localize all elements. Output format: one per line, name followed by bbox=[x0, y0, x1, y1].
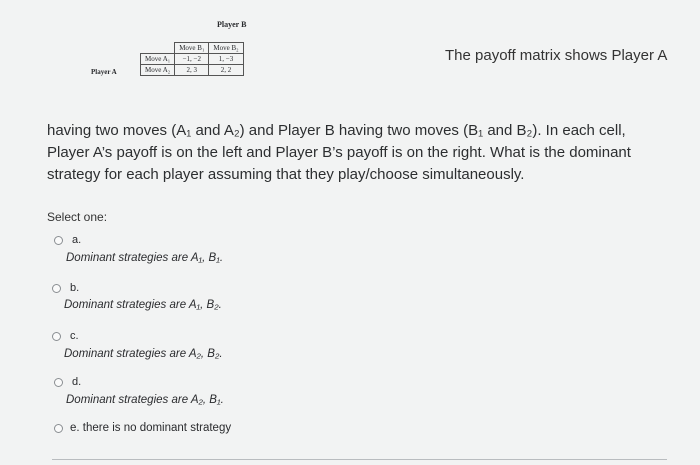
matrix-row-label: Move A₂ bbox=[141, 65, 175, 76]
matrix-col-header: Move B₂ bbox=[209, 43, 243, 54]
question-intro: The payoff matrix shows Player A bbox=[445, 47, 668, 64]
matrix-player-a-label: Player A bbox=[91, 68, 117, 76]
divider bbox=[52, 459, 667, 460]
option-text: Dominant strategies are A₂, B₁. bbox=[66, 394, 224, 406]
matrix-title: Player B bbox=[217, 20, 247, 29]
radio-button-b[interactable] bbox=[52, 284, 61, 293]
matrix-cell: −1, −2 bbox=[175, 54, 209, 65]
radio-button-c[interactable] bbox=[52, 332, 61, 341]
option-text: Dominant strategies are A₁, B₁. bbox=[66, 252, 224, 264]
option-text: there is no dominant strategy bbox=[82, 422, 232, 434]
radio-button-d[interactable] bbox=[54, 378, 63, 387]
question-text: having two moves (A₁ and A₂) and Player B having two moves (B₁ and B₂). In each cell, Player A’s payoff is on the left and Player B’s payoff is on the right. What is the dominant strategy for each player assuming that they play/choose simultaneously. bbox=[47, 122, 631, 183]
option-letter: d. bbox=[72, 376, 82, 388]
matrix-cell: 2, 3 bbox=[175, 65, 209, 76]
option-text: Dominant strategies are A₂, B₂. bbox=[64, 348, 223, 360]
radio-button-e[interactable] bbox=[54, 424, 63, 433]
option-letter: c. bbox=[70, 330, 79, 342]
payoff-matrix bbox=[140, 42, 244, 76]
matrix-col-header: Move B₁ bbox=[175, 43, 209, 54]
matrix-cell: 2, 2 bbox=[209, 65, 243, 76]
matrix-row-label: Move A₁ bbox=[141, 54, 175, 65]
matrix-cell: 1, −3 bbox=[209, 54, 243, 65]
radio-button-a[interactable] bbox=[54, 236, 63, 245]
option-letter: b. bbox=[70, 282, 80, 294]
select-one-label: Select one: bbox=[47, 210, 108, 224]
option-letter: a. bbox=[72, 234, 82, 246]
option-text: Dominant strategies are A₁, B₂. bbox=[64, 299, 222, 311]
option-letter: e. bbox=[70, 422, 80, 434]
